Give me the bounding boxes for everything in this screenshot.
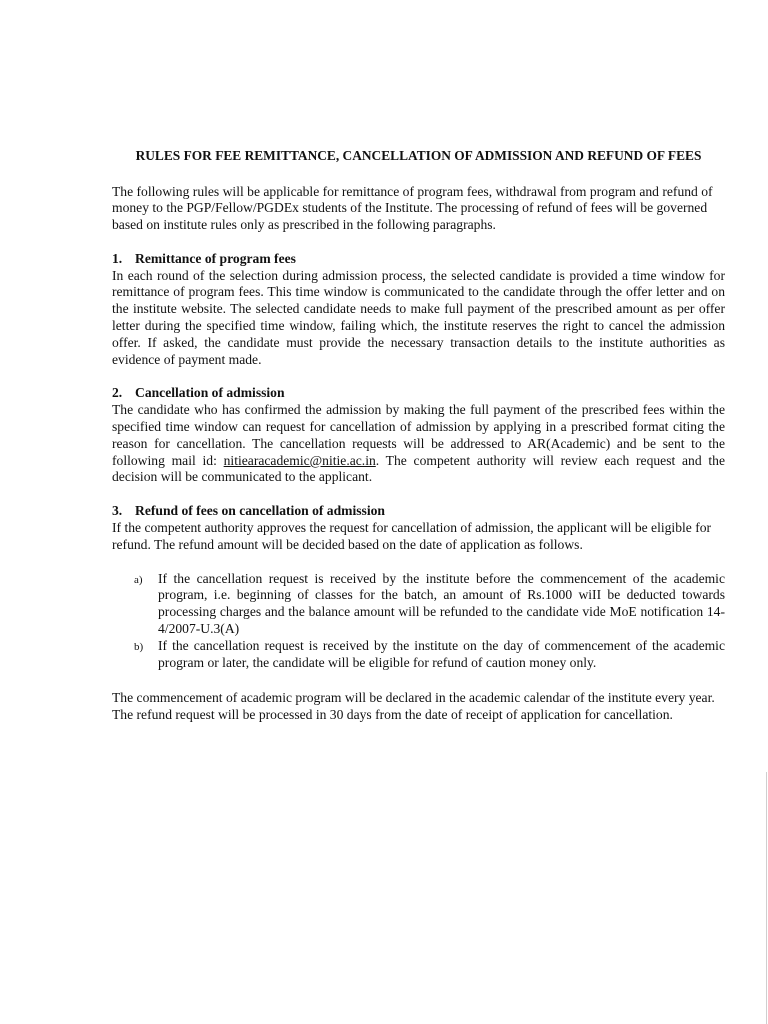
section-title: Refund of fees on cancellation of admission: [135, 503, 385, 519]
list-marker: b): [134, 640, 144, 653]
section-body-text: The candidate who has confirmed the admission by making the full payment of the prescribed fees within the specified time window can request for cancellation of admission by applying in a prescribed format citing the reason for cancellation. The cancellation requests will be addressed to AR(Academic) and be sent to the following mail id:: [112, 402, 725, 468]
section-refund: [112, 503, 725, 671]
section-heading: [112, 503, 725, 520]
document-page: [112, 148, 725, 724]
intro-paragraph: The following rules will be applicable for remittance of program fees, withdrawal from program and refund of money to the PGP/Fellow/PGDEx students of the Institute. The processing of refund of fees will be governed based on institute rules only as prescribed in the following paragraphs.: [112, 183, 713, 233]
list-item-text: If the cancellation request is received by the institute before the commencement of the academic program, i.e. beginning of classes for the batch, an amount of Rs.1000 wiII be deducted towards processing charges and the balance amount will be refunded to the candidate vide MoE notification 14-4/2007-U.3(A): [158, 570, 725, 637]
section-heading: [112, 385, 725, 402]
section-body-text-end: . The competent authority will review each request and the decision will be communicated to the applicant.: [112, 452, 725, 485]
section-body: In each round of the selection during admission process, the selected candidate is provided a time window for remittance of program fees. This time window is communicated to the candidate through the offer letter and on the institute website. The selected candidate needs to make full payment of the prescribed amount as per offer letter during the specified time window, failing which, the institute reserves the right to cancel the admission offer. If asked, the candidate must provide the necessary transaction details to the institute authorities as evidence of payment made.: [112, 267, 725, 367]
section-remittance: [112, 251, 725, 369]
section-title: Remittance of program fees: [135, 250, 296, 266]
section-cancellation: [112, 385, 725, 486]
section-number: 2.: [112, 385, 123, 401]
email-link[interactable]: nitiearacademic@nitie.ac.in: [223, 452, 376, 468]
list-item: [112, 638, 725, 672]
list-marker: a): [134, 573, 143, 586]
list-item-text: If the cancellation request is received by the institute on the day of commencement of the academic program or later, the candidate will be eligible for refund of caution money only.: [158, 637, 725, 670]
section-number: 1.: [112, 250, 123, 266]
list-item: [112, 571, 725, 638]
section-heading: [112, 251, 725, 268]
document-title: RULES FOR FEE REMITTANCE, CANCELLATION OF ADMISSION AND REFUND OF FEES: [135, 148, 702, 163]
page-edge-divider: [766, 772, 767, 1024]
section-body: [112, 402, 725, 486]
closing-paragraph: The commencement of academic program will be declared in the academic calendar of the institute every year. The refund request will be processed in 30 days from the date of receipt of application for cancellation.: [112, 690, 715, 723]
section-body: If the competent authority approves the request for cancellation of admission, the applicant will be eligible for refund. The refund amount will be decided based on the date of application as follows.: [112, 520, 712, 552]
refund-conditions-list: [112, 571, 725, 672]
section-title: Cancellation of admission: [135, 385, 285, 401]
section-number: 3.: [112, 503, 123, 519]
